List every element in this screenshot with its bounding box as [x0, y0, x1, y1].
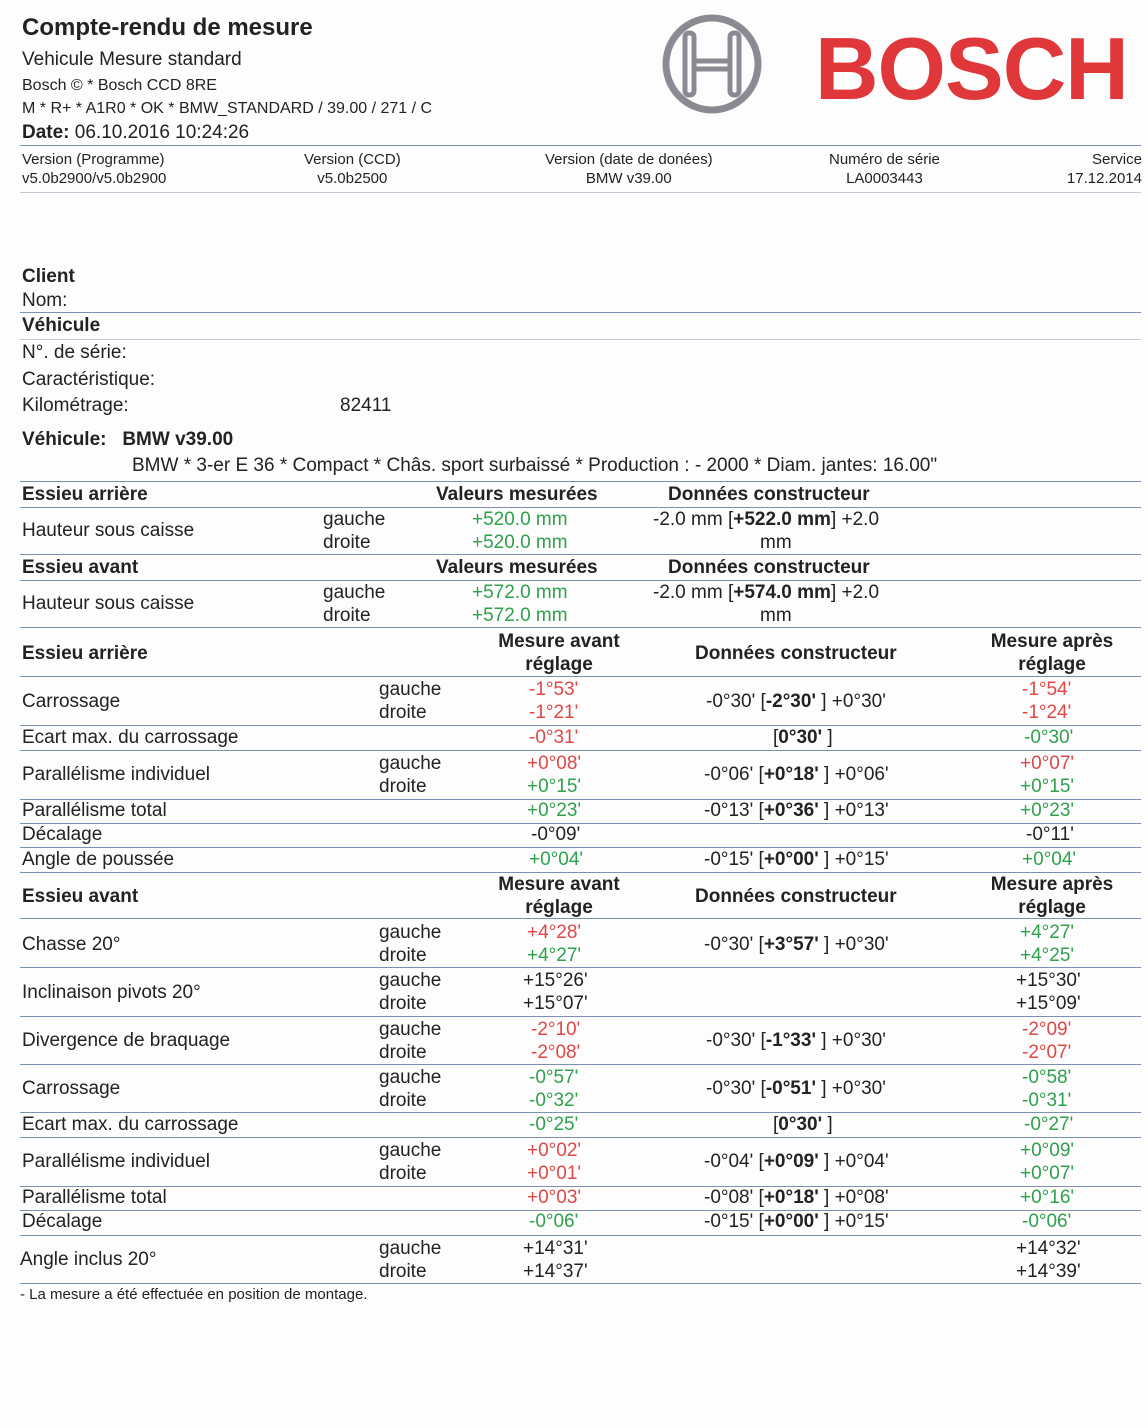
divider — [20, 750, 1141, 751]
vehicle-char-label: Caractéristique: — [22, 369, 156, 390]
caster-before: +4°28' +4°27' — [527, 922, 582, 966]
divider — [20, 676, 1141, 677]
thrust-angle-label: Angle de poussée — [22, 849, 175, 870]
measured-header: Valeurs mesurées — [436, 557, 598, 578]
vehicle-heading: Véhicule — [22, 315, 101, 336]
front-offset-label: Décalage — [22, 1211, 103, 1232]
after-header: Mesure après réglage — [990, 631, 1114, 675]
rear-camber-diff-label: Ecart max. du carrossage — [22, 727, 239, 748]
rear-toe-total-after: +0°23' — [1020, 800, 1075, 821]
bosch-armature-icon — [661, 13, 763, 115]
thrust-angle-spec: -0°15' [+0°00' ] +0°15' — [704, 849, 889, 870]
rear-toe-individual-spec: -0°06' [+0°18' ] +0°06' — [704, 764, 889, 785]
included-angle-before: +14°31' +14°37' — [523, 1238, 588, 1282]
version-program: Version (Programme) v5.0b2900/v5.0b2900 — [22, 151, 167, 187]
front-offset-spec: -0°15' [+0°00' ] +0°15' — [704, 1211, 889, 1232]
included-angle-label: Angle inclus 20° — [20, 1249, 157, 1270]
rear-height-spec: -2.0 mm [+522.0 mm] +2.0 mm — [653, 509, 880, 553]
front-height-label: Hauteur sous caisse — [22, 593, 195, 614]
side-labels: gauche droite — [379, 1140, 442, 1184]
front-camber-diff-spec: [0°30' ] — [773, 1114, 833, 1135]
rear-axle-heading: Essieu arrière — [22, 643, 148, 664]
rear-camber-label: Carrossage — [22, 691, 121, 712]
divider — [20, 1137, 1141, 1138]
vehicle-serial-label: N°. de série: — [22, 342, 127, 363]
side-labels: gauche droite — [323, 509, 386, 553]
rear-height-values: +520.0 mm +520.0 mm — [472, 509, 568, 553]
rear-camber-diff-before: -0°31' — [529, 727, 579, 748]
front-toe-individual-spec: -0°04' [+0°09' ] +0°04' — [704, 1151, 889, 1172]
front-toe-total-after: +0°16' — [1020, 1187, 1075, 1208]
before-header: Mesure avant réglage — [498, 631, 620, 675]
rear-toe-individual-after: +0°07' +0°15' — [1020, 753, 1075, 797]
divider — [20, 554, 1141, 555]
version-data: Version (date de donées) BMW v39.00 — [545, 151, 713, 187]
mileage-label: Kilométrage: — [22, 395, 129, 416]
footnote: - La mesure a été effectuée en position de montage. — [20, 1286, 368, 1303]
client-name-label: Nom: — [22, 290, 68, 311]
front-axle-heading: Essieu avant — [22, 886, 139, 907]
device-line: Bosch © * Bosch CCD 8RE — [22, 77, 217, 94]
front-height-heading: Essieu avant — [22, 557, 139, 578]
side-labels: gauche droite — [379, 753, 442, 797]
report-title: Compte-rendu de mesure — [22, 14, 313, 41]
included-angle-after: +14°32' +14°39' — [1016, 1238, 1081, 1282]
toe-out-before: -2°10' -2°08' — [531, 1019, 581, 1063]
rear-camber-diff-spec: [0°30' ] — [773, 727, 833, 748]
side-labels: gauche droite — [379, 1238, 442, 1282]
vehicle-description: BMW * 3-er E 36 * Compact * Châs. sport surbaissé * Production : - 2000 * Diam. jantes: 16.00" — [132, 455, 938, 476]
thrust-angle-before: +0°04' — [529, 849, 584, 870]
spec-header: Données constructeur — [695, 886, 897, 907]
side-labels: gauche droite — [379, 679, 442, 723]
report-date: Date: 06.10.2016 10:24:26 — [22, 122, 250, 143]
toe-out-label: Divergence de braquage — [22, 1030, 231, 1051]
divider — [20, 918, 1141, 919]
front-camber-before: -0°57' -0°32' — [529, 1067, 579, 1111]
front-camber-diff-after: -0°27' — [1024, 1114, 1074, 1135]
after-header: Mesure après réglage — [990, 874, 1114, 918]
front-camber-diff-before: -0°25' — [529, 1114, 579, 1135]
toe-out-after: -2°09' -2°07' — [1022, 1019, 1072, 1063]
divider — [20, 627, 1141, 628]
divider — [20, 580, 1141, 581]
divider — [20, 847, 1141, 848]
front-offset-before: -0°06' — [529, 1211, 579, 1232]
rear-height-heading: Essieu arrière — [22, 484, 148, 505]
front-camber-after: -0°58' -0°31' — [1022, 1067, 1072, 1111]
front-camber-diff-label: Ecart max. du carrossage — [22, 1114, 239, 1135]
rear-camber-spec: -0°30' [-2°30' ] +0°30' — [706, 691, 886, 712]
side-labels: gauche droite — [379, 1019, 442, 1063]
rear-offset-label: Décalage — [22, 824, 103, 845]
front-toe-total-before: +0°03' — [527, 1187, 582, 1208]
serial-number: Numéro de série LA0003443 — [829, 151, 940, 187]
front-height-spec: -2.0 mm [+574.0 mm] +2.0 mm — [653, 582, 880, 626]
divider — [20, 1210, 1141, 1211]
divider — [20, 145, 1141, 146]
spec-header: Données constructeur — [668, 557, 870, 578]
front-toe-total-spec: -0°08' [+0°18' ] +0°08' — [704, 1187, 889, 1208]
rear-camber-before: -1°53' -1°21' — [529, 679, 579, 723]
toe-out-spec: -0°30' [-1°33' ] +0°30' — [706, 1030, 886, 1051]
front-camber-label: Carrossage — [22, 1078, 121, 1099]
front-offset-after: -0°06' — [1022, 1211, 1072, 1232]
front-toe-individual-before: +0°02' +0°01' — [527, 1140, 582, 1184]
divider — [20, 481, 1141, 482]
config-line: M * R+ * A1R0 * OK * BMW_STANDARD / 39.00 / 271 / C — [22, 100, 433, 117]
rear-toe-individual-label: Parallélisme individuel — [22, 764, 210, 785]
rear-offset-before: -0°09' — [531, 824, 581, 845]
measured-header: Valeurs mesurées — [436, 484, 598, 505]
rear-camber-after: -1°54' -1°24' — [1022, 679, 1072, 723]
front-toe-individual-after: +0°09' +0°07' — [1020, 1140, 1075, 1184]
before-header: Mesure avant réglage — [498, 874, 620, 918]
rear-toe-individual-before: +0°08' +0°15' — [527, 753, 582, 797]
kingpin-label: Inclinaison pivots 20° — [22, 982, 201, 1003]
divider — [20, 1235, 1141, 1236]
mileage-value: 82411 — [340, 395, 392, 416]
divider — [20, 967, 1141, 968]
spec-header: Données constructeur — [695, 643, 897, 664]
divider — [20, 725, 1141, 726]
client-heading: Client — [22, 266, 75, 287]
caster-after: +4°27' +4°25' — [1020, 922, 1075, 966]
side-labels: gauche droite — [379, 1067, 442, 1111]
vehicle-model: Véhicule: BMW v39.00 — [22, 429, 234, 450]
caster-label: Chasse 20° — [22, 934, 121, 955]
kingpin-after: +15°30' +15°09' — [1016, 970, 1081, 1014]
side-labels: gauche droite — [379, 922, 442, 966]
kingpin-before: +15°26' +15°07' — [523, 970, 588, 1014]
divider — [20, 1283, 1141, 1284]
rear-offset-after: -0°11' — [1026, 824, 1074, 845]
divider — [20, 1016, 1141, 1017]
report-subtitle: Vehicule Mesure standard — [22, 49, 242, 70]
divider — [20, 1112, 1141, 1113]
rear-toe-total-spec: -0°13' [+0°36' ] +0°13' — [704, 800, 889, 821]
rear-toe-total-before: +0°23' — [527, 800, 582, 821]
divider — [20, 823, 1141, 824]
rear-camber-diff-after: -0°30' — [1024, 727, 1074, 748]
rear-toe-total-label: Parallélisme total — [22, 800, 167, 821]
divider — [20, 507, 1141, 508]
caster-spec: -0°30' [+3°57' ] +0°30' — [704, 934, 889, 955]
front-camber-spec: -0°30' [-0°51' ] +0°30' — [706, 1078, 886, 1099]
service-date: Service 17.12.2014 — [1066, 151, 1142, 187]
thrust-angle-after: +0°04' — [1022, 849, 1077, 870]
front-height-values: +572.0 mm +572.0 mm — [472, 582, 568, 626]
front-toe-total-label: Parallélisme total — [22, 1187, 167, 1208]
bosch-logo: BOSCH — [815, 19, 1128, 118]
front-toe-individual-label: Parallélisme individuel — [22, 1151, 210, 1172]
spec-header: Données constructeur — [668, 484, 870, 505]
divider — [20, 312, 1141, 313]
divider — [20, 192, 1141, 193]
side-labels: gauche droite — [323, 582, 386, 626]
rear-height-label: Hauteur sous caisse — [22, 520, 195, 541]
side-labels: gauche droite — [379, 970, 442, 1014]
divider — [20, 339, 1141, 340]
version-ccd: Version (CCD) v5.0b2500 — [304, 151, 401, 187]
divider — [20, 1064, 1141, 1065]
